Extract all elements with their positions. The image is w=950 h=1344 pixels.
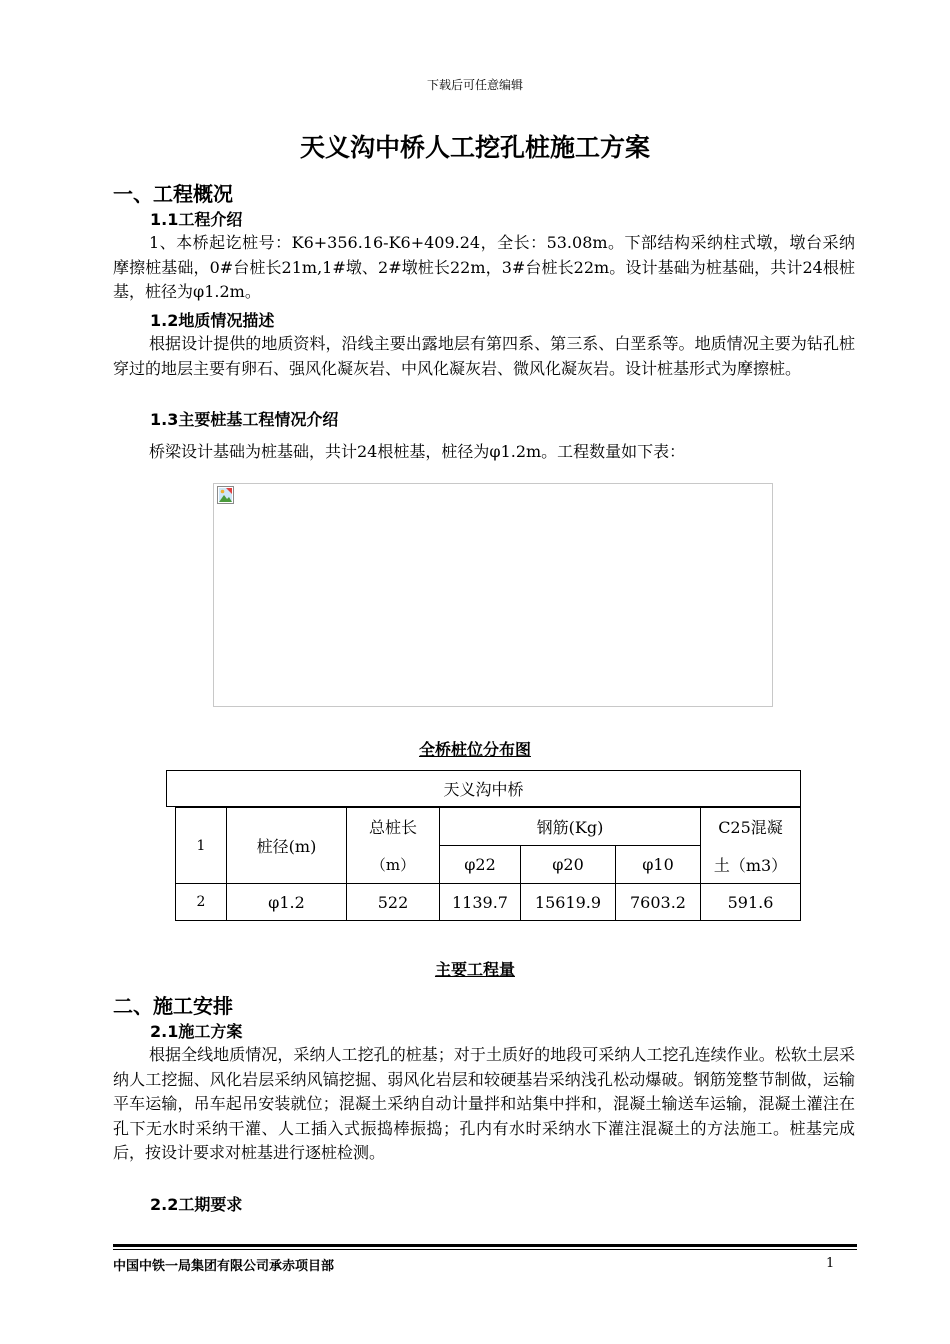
section2-2-heading: 2.2工期要求 bbox=[150, 1195, 243, 1214]
footer-rule-thin bbox=[113, 1249, 857, 1250]
row-phi22: 1139.7 bbox=[440, 884, 521, 921]
table-row bbox=[176, 884, 801, 921]
concrete-header: C25混凝 bbox=[701, 808, 801, 846]
section1-2-heading: 1.2地质情况描述 bbox=[150, 311, 275, 330]
section1-3-text: 桥梁设计基础为桩基础，共计24根桩基，桩径为φ1.2m。工程数量如下表： bbox=[149, 442, 686, 461]
section2-1-text: 根据全线地质情况，采纳人工挖孔的桩基；对于土质好的地段可采纳人工挖孔连续作业。松软土层采纳人工挖掘、风化岩层采纳风镐挖掘、弱风化岩层和较硬基岩采纳浅孔松动爆破。钢筋笼整节制做，运输平车运输，吊车起吊安装就位；混凝土采纳自动计量拌和站集中拌和，混凝土输送车运输，混凝土灌注在孔下无水时采纳干灌、人工插入式振捣棒振捣；孔内有水时采纳水下灌注混凝土的方法施工。桩基完成后，按设计要求对桩基进行逐桩检测。 bbox=[113, 1045, 855, 1162]
total-length-unit: （m） bbox=[347, 846, 440, 884]
phi22-header: φ22 bbox=[440, 846, 521, 884]
row-total-length: 522 bbox=[347, 884, 440, 921]
row-concrete: 591.6 bbox=[701, 884, 801, 921]
phi10-header: φ10 bbox=[616, 846, 701, 884]
broken-image-icon bbox=[217, 486, 234, 504]
concrete-unit: 土（m3） bbox=[701, 846, 801, 884]
section1-2-text: 根据设计提供的地质资料，沿线主要出露地层有第四系、第三系、白垩系等。地质情况主要为钻孔桩穿过的地层主要有卵石、强风化凝灰岩、中风化凝灰岩、微风化凝灰岩。设计桩基形式为摩擦桩。 bbox=[113, 334, 855, 378]
section2-1-heading: 2.1施工方案 bbox=[150, 1022, 243, 1041]
section1-3-heading: 1.3主要桩基工程情况介绍 bbox=[150, 410, 339, 429]
quantity-table bbox=[175, 807, 801, 921]
row-diameter: φ1.2 bbox=[227, 884, 347, 921]
footer-organization: 中国中铁一局集团有限公司承赤项目部 bbox=[113, 1259, 335, 1274]
table-title: 天义沟中桥 bbox=[166, 770, 801, 807]
table-caption: 主要工程量 bbox=[434, 960, 515, 979]
footer-rule-thick bbox=[113, 1244, 857, 1247]
document-title: 天义沟中桥人工挖孔桩施工方案 bbox=[299, 133, 650, 162]
row-number-header: 1 bbox=[176, 808, 227, 884]
row-phi10: 7603.2 bbox=[616, 884, 701, 921]
section1-heading: 一、工程概况 bbox=[113, 182, 233, 206]
phi20-header: φ20 bbox=[521, 846, 616, 884]
row-number: 2 bbox=[176, 884, 227, 921]
section1-1-text: 1、本桥起讫桩号：K6+356.16-K6+409.24，全长：53.08m。下部结构采纳柱式墩，墩台采纳摩擦桩基础，0#台桩长21m,1#墩、2#墩桩长22m，3#台桩长22m。设计基础为桩基础，共计24根桩基，桩径为φ1.2m。 bbox=[113, 233, 855, 301]
section1-1-heading: 1.1工程介绍 bbox=[150, 210, 243, 229]
pile-layout-image-placeholder bbox=[213, 483, 773, 707]
diameter-header: 桩径(m) bbox=[227, 808, 347, 884]
page-number: 1 bbox=[826, 1256, 835, 1271]
row-phi20: 15619.9 bbox=[521, 884, 616, 921]
header-note: 下载后可任意编辑 bbox=[426, 78, 523, 92]
rebar-header: 钢筋(Kg) bbox=[440, 808, 701, 846]
total-length-header: 总桩长 bbox=[347, 808, 440, 846]
section2-heading: 二、施工安排 bbox=[113, 994, 233, 1018]
figure-caption: 全桥桩位分布图 bbox=[418, 740, 531, 759]
